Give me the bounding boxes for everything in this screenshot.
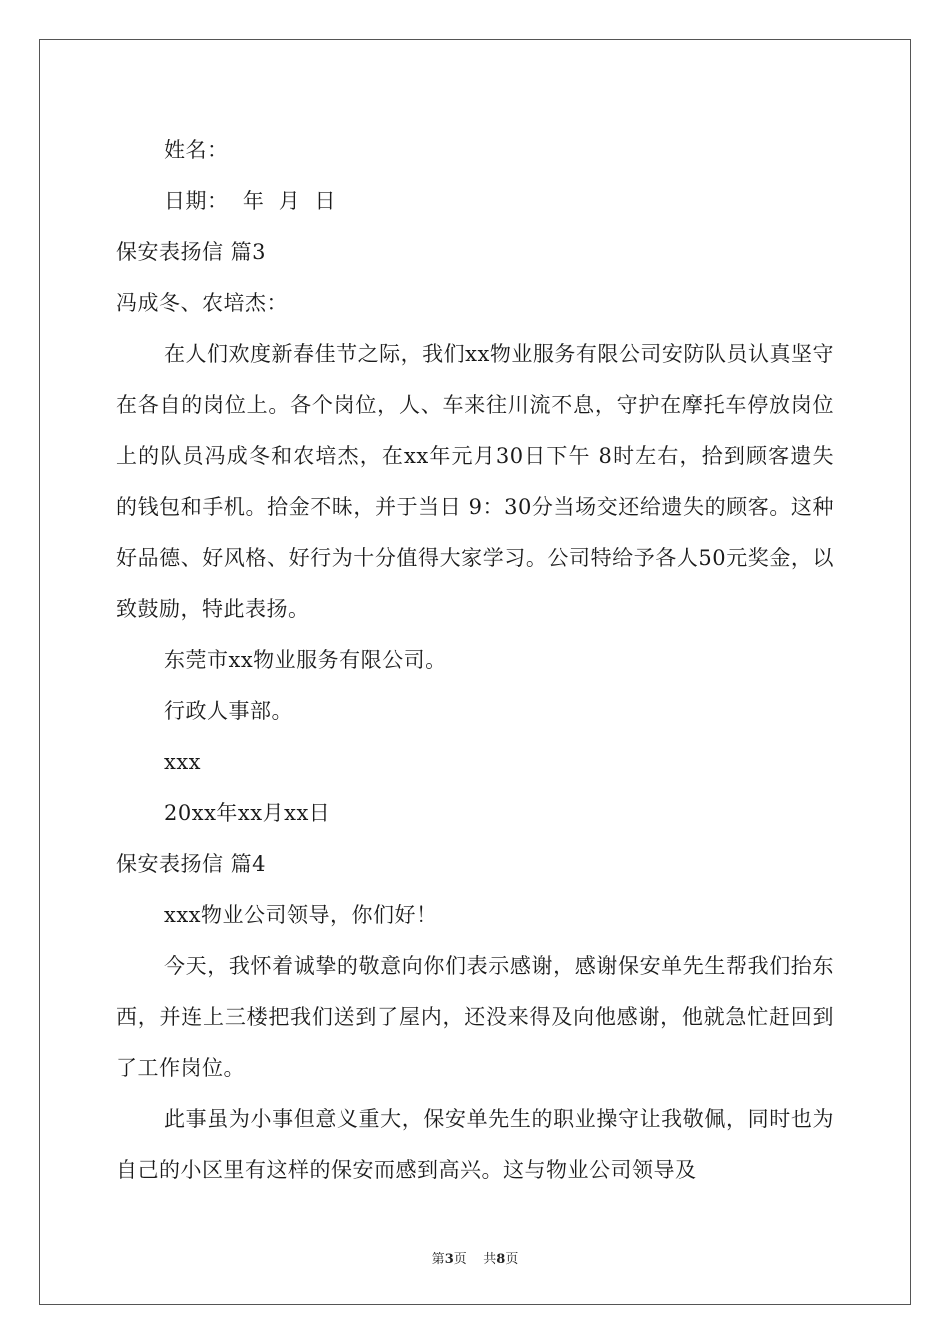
document-body [116,125,834,1196]
footer-page-total: 8 [496,1252,506,1267]
date-label: 日期： 年 月 日 [164,189,337,213]
section3-sign-name: xxx [164,750,202,774]
section4-paragraph-2: 此事虽为小事但意义重大，保安单先生的职业操守让我敬佩，同时也为自己的小区里有这样的保安而感到高兴。这与物业公司领导及 [116,1107,834,1182]
section3-sign-department: 行政人事部。 [164,699,293,723]
section4-paragraph-1: 今天，我怀着诚挚的敬意向你们表示感谢，感谢保安单先生帮我们抬东西，并连上三楼把我们送到了屋内，还没来得及向他感谢，他就急忙赶回到了工作岗位。 [116,954,834,1080]
footer-page-suffix: 页 [505,1252,519,1267]
section4-heading: 保安表扬信 篇4 [116,852,267,876]
section3-body: 在人们欢度新春佳节之际，我们xx物业服务有限公司安防队员认真坚守在各自的岗位上。各个岗位，人、车来往川流不息，守护在摩托车停放岗位上的队员冯成冬和农培杰，在xx年元月30日下午 8时左右，拾到顾客遗失的钱包和手机。拾金不昧，并于当日 9：30分当场交还给遗失的顾客。这种好品德、好风格、好行为十分值得大家学习。公司特给予各人50元奖金，以致鼓励，特此表扬。 [116,342,834,621]
footer-page-prefix: 第 [431,1252,445,1267]
name-label: 姓名： [164,138,229,162]
section3-sign-date: 20xx年xx月xx日 [164,801,331,825]
section3-sign-company: 东莞市xx物业服务有限公司。 [164,648,447,672]
footer-page-current: 3 [444,1252,454,1267]
footer-page-mid: 页 共 [453,1252,497,1267]
section4-salutation: xxx物业公司领导，你们好！ [164,903,438,927]
section3-salutation: 冯成冬、农培杰： [116,291,288,315]
section3-heading: 保安表扬信 篇3 [116,240,267,264]
page-footer [0,1248,950,1267]
